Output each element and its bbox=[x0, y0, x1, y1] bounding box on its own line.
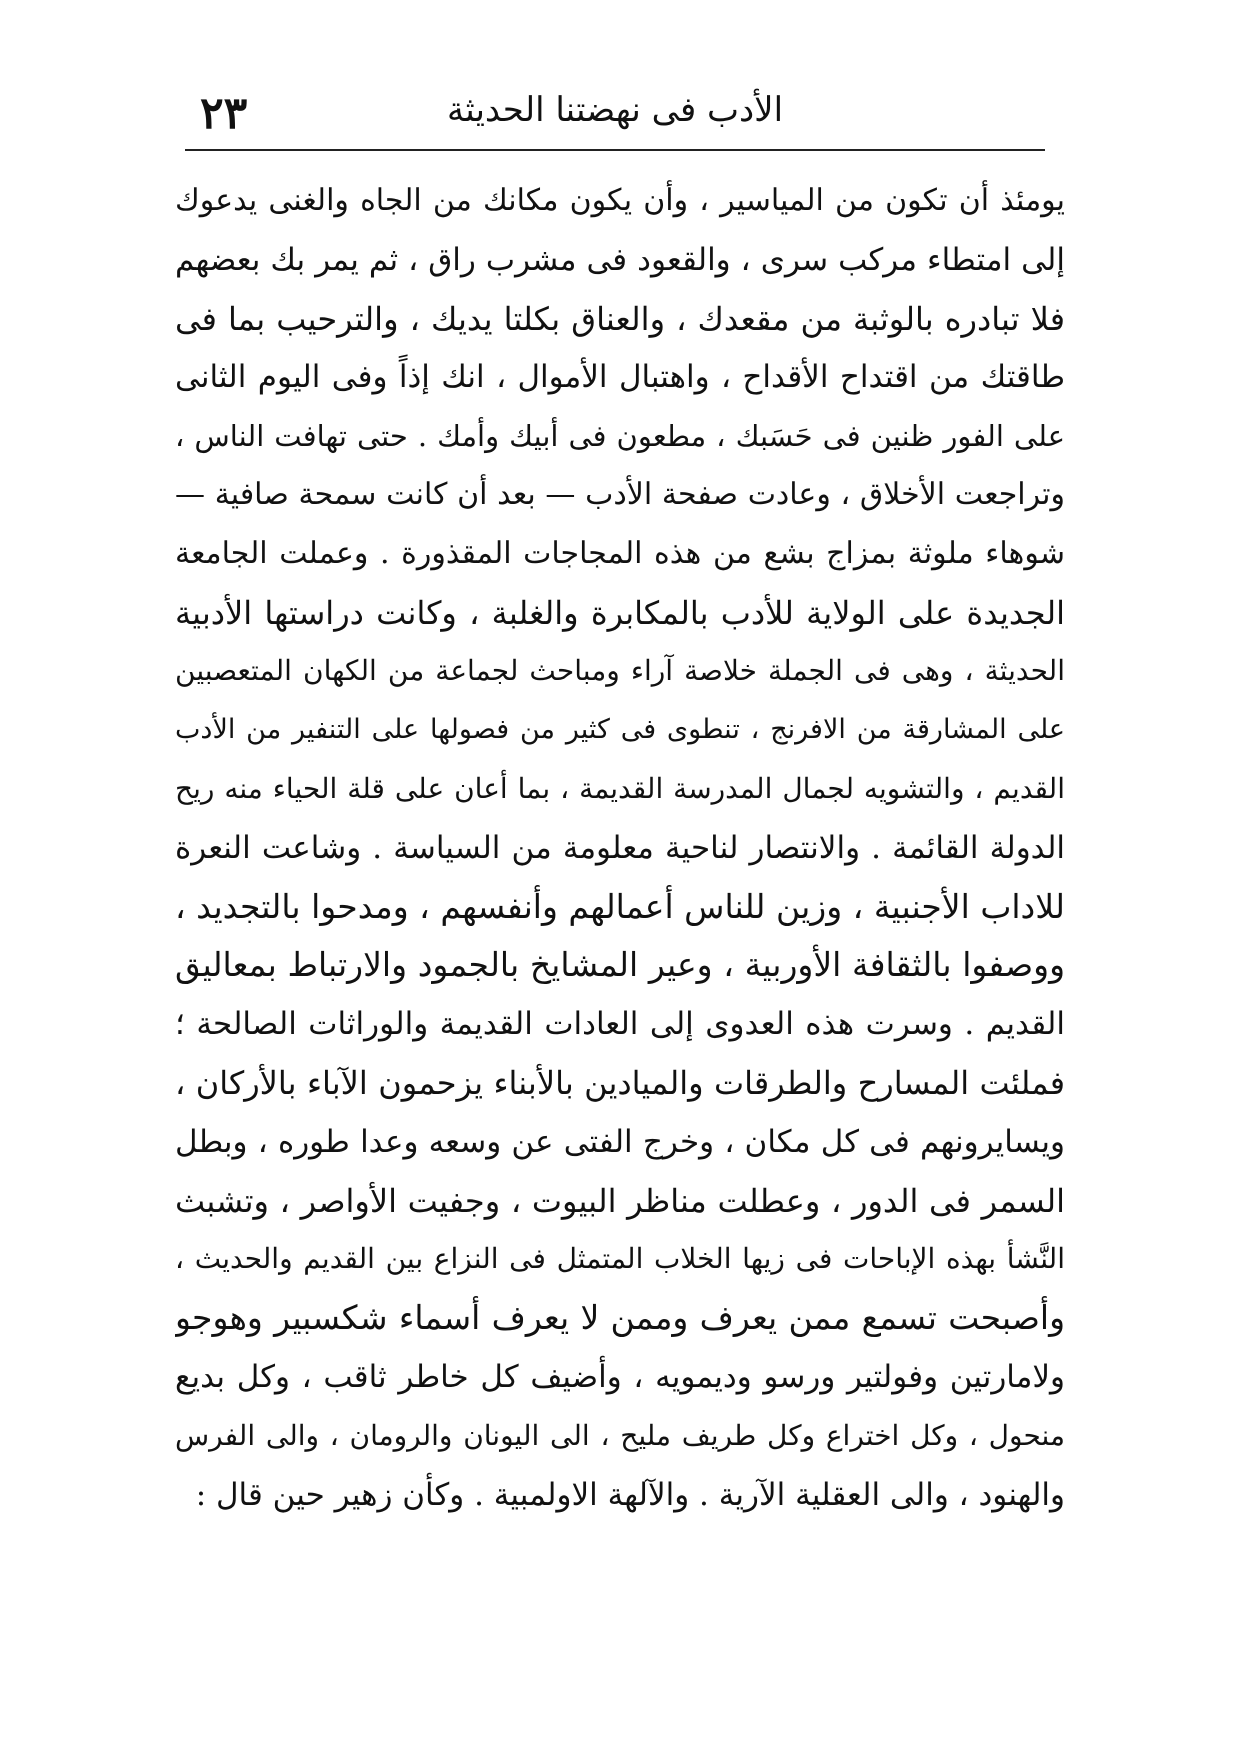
text-line: شوهاء ملوثة بمزاج بشع من هذه المجاجات المقذورة . وعملت الجامعة bbox=[175, 535, 1065, 571]
running-head bbox=[185, 88, 1045, 144]
body-text bbox=[175, 172, 1065, 1524]
text-line: الدولة القائمة . والانتصار لناحية معلومة من السياسة . وشاعت النعرة bbox=[175, 829, 1065, 866]
text-line: الجديدة على الولاية للأدب بالمكابرة والغلبة ، وكانت دراستها الأدبية bbox=[175, 593, 1065, 632]
text-line: القديم . وسرت هذه العدوى إلى العادات القديمة والوراثات الصالحة ؛ bbox=[175, 1006, 1065, 1043]
text-line: ولامارتين وفولتير ورسو وديمويه ، وأضيف كل خاطر ثاقب ، وكل بديع bbox=[175, 1358, 1065, 1395]
text-line: ويسايرونهم فى كل مكان ، وخرج الفتى عن وسعه وعدا طوره ، وبطل bbox=[175, 1123, 1065, 1160]
text-line: فلا تبادره بالوثبة من مقعدك ، والعناق بكلتا يديك ، والترحيب بما فى bbox=[175, 299, 1065, 338]
text-line: النَّشأ بهذه الإباحات فى زيها الخلاب المتمثل فى النزاع بين القديم والحديث ، bbox=[175, 1242, 1065, 1276]
text-line: القديم ، والتشويه لجمال المدرسة القديمة ، بما أعان على قلة الحياء منه ريح bbox=[175, 771, 1065, 805]
text-line: ووصفوا بالثقافة الأوربية ، وعير المشايخ بالجمود والارتباط بمعاليق bbox=[175, 945, 1065, 985]
text-line: وتراجعت الأخلاق ، وعادت صفحة الأدب — بعد أن كانت سمحة صافية — bbox=[175, 476, 1065, 512]
text-line: وأصبحت تسمع ممن يعرف وممن لا يعرف أسماء شكسبير وهوجو bbox=[175, 1298, 1065, 1338]
text-line: فملئت المسارح والطرقات والميادين بالأبناء يزحمون الآباء بالأركان ، bbox=[175, 1063, 1065, 1102]
text-line: منحول ، وكل اختراع وكل طريف مليح ، الى اليونان والرومان ، والى الفرس bbox=[175, 1418, 1065, 1452]
text-line: يومئذ أن تكون من المياسير ، وأن يكون مكانك من الجاه والغنى يدعوك bbox=[175, 183, 1065, 218]
text-line: على الفور ظنين فى حَسَبك ، مطعون فى أبيك وأمك . حتى تهافت الناس ، bbox=[175, 419, 1065, 454]
text-line: للاداب الأجنبية ، وزين للناس أعمالهم وأنفسهم ، ومدحوا بالتجديد ، bbox=[175, 886, 1065, 926]
text-line: الحديثة ، وهى فى الجملة خلاصة آراء ومباحث لجماعة من الكهان المتعصبين bbox=[175, 654, 1065, 688]
text-line: والهنود ، والى العقلية الآرية . والآلهة الاولمبية . وكأن زهير حين قال : bbox=[195, 1476, 1065, 1513]
text-line: على المشارقة من الافرنج ، تنطوى فى كثير من فصولها على التنفير من الأدب bbox=[175, 714, 1065, 746]
running-title: الأدب فى نهضتنا الحديثة bbox=[446, 90, 784, 130]
text-line: إلى امتطاء مركب سرى ، والقعود فى مشرب راق ، ثم يمر بك بعضهم bbox=[175, 241, 1065, 278]
text-line: طاقتك من اقتداح الأقداح ، واهتبال الأموال ، انك إذاً وفى اليوم الثانى bbox=[175, 359, 1065, 396]
page-number: ٢٣ bbox=[200, 88, 248, 139]
text-line: السمر فى الدور ، وعطلت مناظر البيوت ، وجفيت الأواصر ، وتشبث bbox=[175, 1181, 1065, 1220]
header-rule bbox=[185, 149, 1045, 151]
